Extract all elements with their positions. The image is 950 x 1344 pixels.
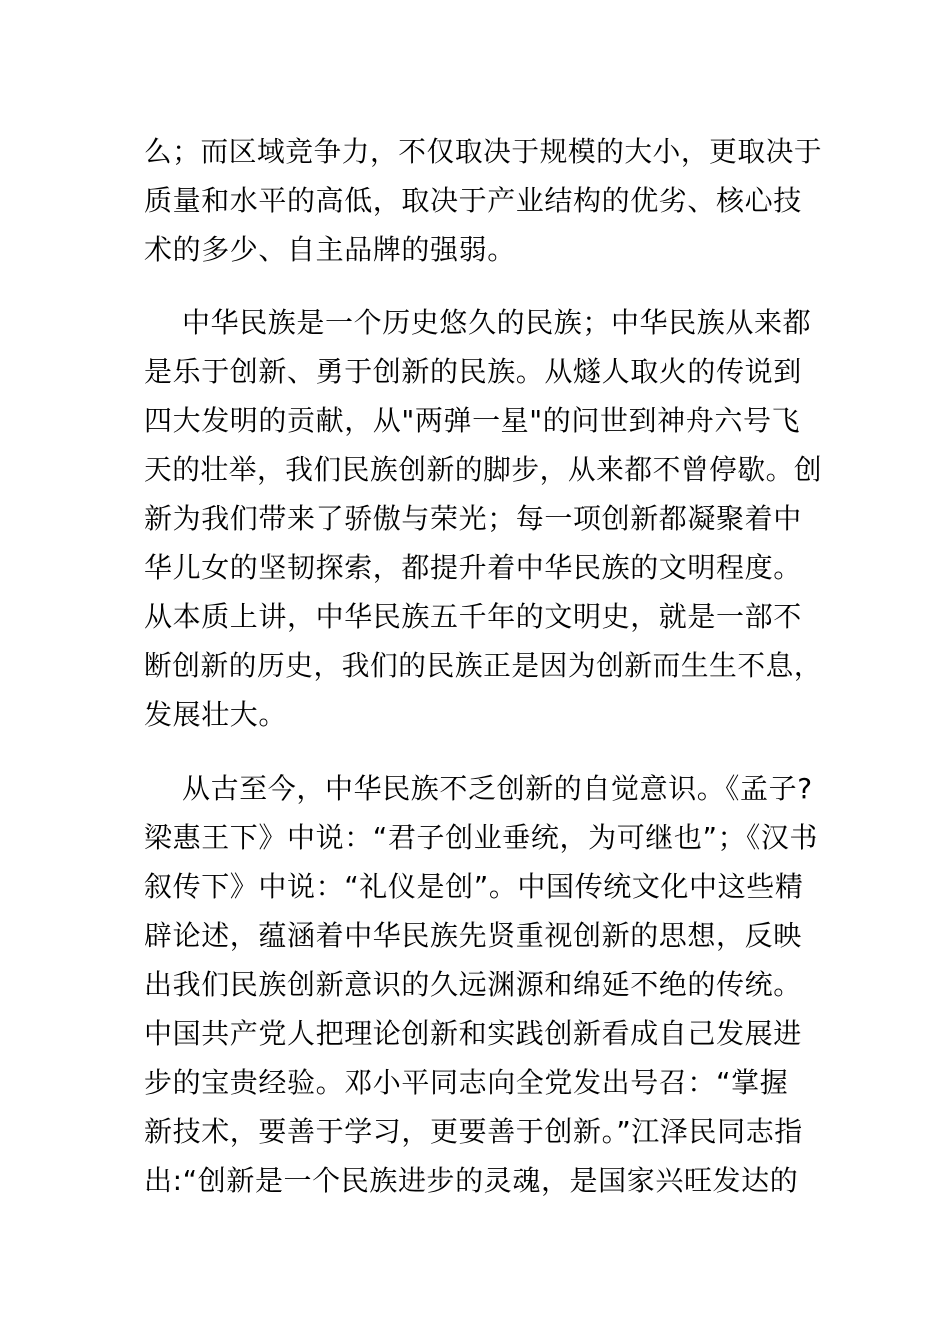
paragraph-3-line-7: 步的宝贵经验。邓小平同志向全党发出号召：“掌握	[144, 1066, 789, 1099]
paragraph-2-line-1: 中华民族是一个历史悠久的民族；中华民族从来都	[182, 306, 812, 339]
paragraph-2-line-7: 从本质上讲，中华民族五千年的文明史，就是一部不	[144, 600, 802, 633]
paragraph-1-line-1: 么；而区域竞争力，不仅取决于规模的大小，更取决于	[144, 135, 823, 168]
paragraph-3-line-8: 新技术，要善于学习，更要善于创新。”江泽民同志指	[144, 1115, 803, 1148]
paragraph-2-line-8: 断创新的历史，我们的民族正是因为创新而生生不息，	[144, 649, 823, 682]
paragraph-2-line-9: 发展壮大。	[144, 698, 288, 731]
paragraph-2-line-2: 是乐于创新、勇于创新的民族。从燧人取火的传说到	[144, 355, 802, 388]
paragraph-3-line-5: 出我们民族创新意识的久远渊源和绵延不绝的传统。	[144, 968, 802, 1001]
paragraph-2-line-6: 华儿女的坚韧探索，都提升着中华民族的文明程度。	[144, 551, 802, 584]
paragraph-3-line-2: 梁惠王下》中说：“君子创业垂统，为可继也”；《汉书	[144, 821, 819, 854]
paragraph-3-line-3: 叙传下》中说：“礼仪是创”。中国传统文化中这些精	[144, 870, 804, 903]
paragraph-3-line-9: 出:“创新是一个民族进步的灵魂，是国家兴旺发达的	[144, 1164, 799, 1197]
paragraph-1-line-2: 质量和水平的高低，取决于产业结构的优劣、核心技	[144, 184, 802, 217]
paragraph-3-line-4: 辟论述，蕴涵着中华民族先贤重视创新的思想，反映	[144, 919, 802, 952]
paragraph-2-line-4: 天的壮举，我们民族创新的脚步，从来都不曾停歇。创	[144, 453, 823, 486]
paragraph-3-line-6: 中国共产党人把理论创新和实践创新看成自己发展进	[144, 1017, 802, 1050]
paragraph-1-line-3: 术的多少、自主品牌的强弱。	[144, 233, 516, 266]
paragraph-2-line-3: 四大发明的贡献，从"两弹一星"的问世到神舟六号飞	[144, 404, 801, 437]
paragraph-2-line-5: 新为我们带来了骄傲与荣光；每一项创新都凝聚着中	[144, 502, 802, 535]
paragraph-3-line-1: 从古至今，中华民族不乏创新的自觉意识。《孟子?	[182, 772, 813, 805]
